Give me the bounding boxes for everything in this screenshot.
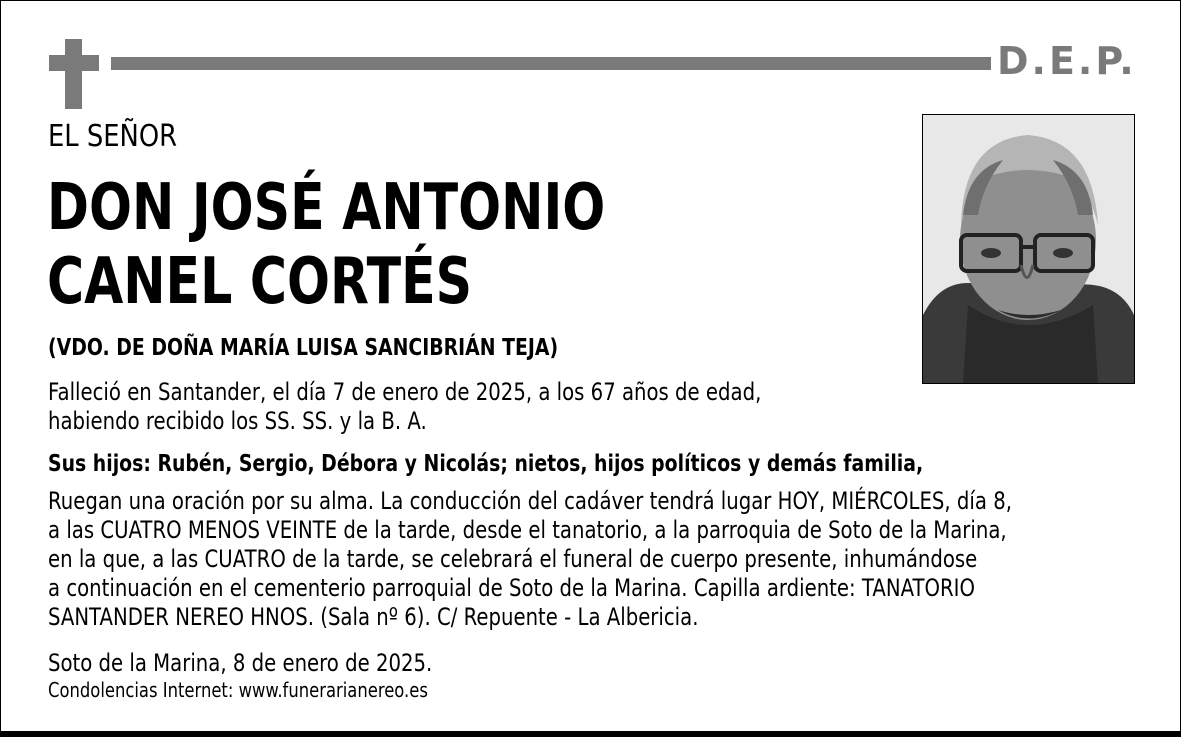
deceased-name: [47, 171, 605, 319]
condolences-link[interactable]: Condolencias Internet: www.funerarianereo.es: [48, 678, 428, 702]
name-line: DON JOSÉ ANTONIO: [47, 171, 606, 245]
honorific: EL SEÑOR: [48, 119, 178, 154]
text-line: Falleció en Santander, el día 7 de enero de 2025, a los 67 años de edad,: [48, 378, 762, 406]
cross-icon-bar: [49, 55, 99, 71]
text-line: SANTANDER NEREO HNOS. (Sala nº 6). C/ Repuente - La Albericia.: [48, 603, 699, 631]
text-line: habiendo recibido los SS. SS. y la B. A.: [48, 407, 427, 435]
dep-label: D.E.P.: [997, 39, 1137, 83]
text-line: a continuación en el cementerio parroquial de Soto de la Marina. Capilla ardiente: TANATORIO: [48, 574, 975, 602]
family-list: Sus hijos: Rubén, Sergio, Débora y Nicolás; nietos, hijos políticos y demás familia,: [48, 451, 924, 477]
funeral-details: [48, 487, 1012, 632]
place-date: Soto de la Marina, 8 de enero de 2025.: [48, 649, 433, 677]
portrait-photo: [922, 114, 1135, 384]
name-line: CANEL CORTÉS: [47, 245, 473, 319]
death-announcement: [48, 378, 761, 436]
text-line: en la que, a las CUATRO de la tarde, se celebrará el funeral de cuerpo presente, inhumándose: [48, 545, 978, 573]
portrait-image: [923, 115, 1134, 383]
text-line: a las CUATRO MENOS VEINTE de la tarde, desde el tanatorio, a la parroquia de Soto de la Marina,: [48, 516, 1007, 544]
text-line: Ruegan una oración por su alma. La conducción del cadáver tendrá lugar HOY, MIÉRCOLES, día 8,: [48, 487, 1012, 515]
widow-of: (VDO. DE DOÑA MARÍA LUISA SANCIBRIÁN TEJA): [48, 335, 559, 361]
cross-icon: [65, 39, 82, 109]
header-rule: [111, 57, 991, 70]
